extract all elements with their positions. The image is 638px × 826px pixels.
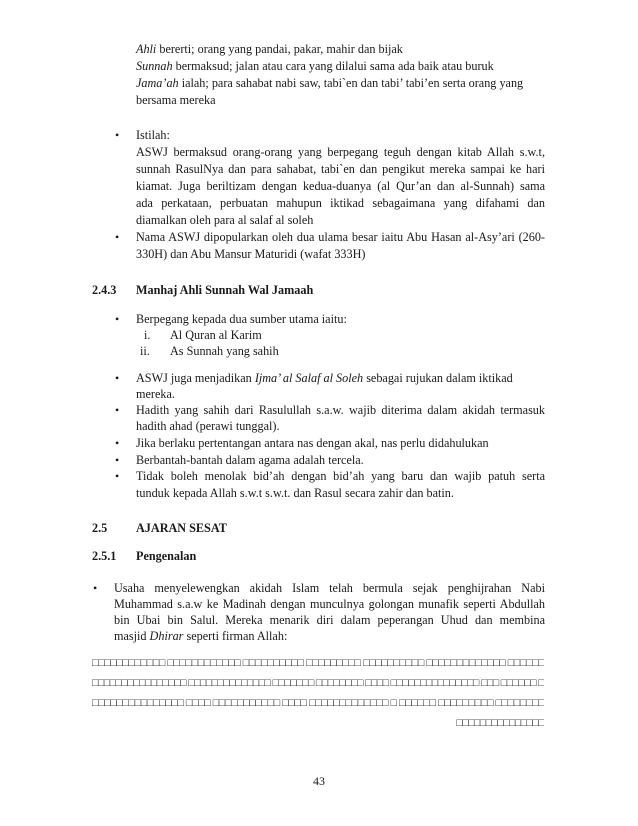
term-ahli: Ahli (136, 42, 157, 56)
bullet-icon: • (115, 469, 120, 483)
verse-glyph-line: □□□□□□□□□□□□□□□ (456, 718, 544, 729)
section-number: 2.4.3 (92, 283, 117, 297)
page-number: 43 (313, 774, 325, 788)
bullet-icon: • (115, 403, 120, 417)
pengenalan-line: Usaha menyelewengkan akidah Islam telah bermula sejak penghijrahan Nabi (114, 581, 545, 595)
section-title: AJARAN SESAT (136, 521, 227, 535)
verse-glyph-line: □□□□□□□□□□□□□□□ □□□□ □□□□□□□□□□□ □□□□ □□□□□□□□□□□□□ □ □□□□□□ □□□□□□□□□ □□□□□□□□ (92, 698, 544, 709)
bullet-icon: • (115, 371, 120, 385)
istilah-line: sunnah RasulNya dan para sahabat, tabi`en dan pengikut mereka sampai ke hari (136, 162, 545, 176)
definition-sunnah (136, 58, 494, 74)
definition-ahli (136, 41, 403, 57)
manhaj-bullet-berbantah: Berbantah-bantah dalam agama adalah tercela. (136, 453, 364, 467)
bullet-icon: • (115, 453, 120, 467)
definition-jamaah (136, 75, 523, 91)
definition-jamaah-cont: bersama mereka (136, 93, 216, 107)
istilah-line: kiamat. Juga beriltizam dengan kedua-duanya (al Qur’an dan al-Sunnah) sama (136, 179, 545, 193)
manhaj-bullet-bidah: Tidak boleh menolak bid’ah dengan bid’ah yang baru dan wajib patuh serta (136, 469, 545, 483)
bullet-icon: • (115, 312, 120, 326)
verse-glyph-line: □□□□□□□□□□□□□□□□ □□□□□□□□□□□□□□ □□□□□□□ □□□□□□□□ □□□□ □□□□□□□□□□□□□□□ □□□ □□□□□□ □ (92, 678, 544, 689)
definition-text: ialah; para sahabat nabi saw, tabi`en dan tabi’ tabi’en serta orang yang (178, 76, 524, 90)
manhaj-bullet-ijma-cont: mereka. (136, 387, 175, 401)
aswj-popularised-line: 330H) dan Abu Mansur Maturidi (wafat 333H) (136, 247, 366, 261)
istilah-line: ada perkataan, perbuatan mahupun iktikad sebagaimana yang difahami dan (136, 196, 545, 210)
section-number: 2.5.1 (92, 549, 117, 563)
manhaj-bullet-hadith-cont: hadith ahad (perawi tunggal). (136, 419, 280, 433)
bullet-icon: • (115, 230, 120, 244)
manhaj-bullet-ijma: ASWJ juga menjadikan Ijma’ al Salaf al Soleh sebagai rujukan dalam iktikad (136, 371, 513, 385)
source-number: i. (144, 328, 151, 342)
term-jamaah: Jama’ah (136, 76, 179, 90)
sources-intro: Berpegang kepada dua sumber utama iaitu: (136, 312, 347, 326)
source-text: Al Quran al Karim (170, 328, 262, 342)
manhaj-bullet-bidah-cont: tunduk kepada Allah s.w.t s.w.t. dan Rasul secara zahir dan batin. (136, 486, 454, 500)
pengenalan-line: Muhammad s.a.w ke Madinah dengan munculnya golongan munafik seperti Abdullah (114, 597, 545, 611)
definition-text: bererti; orang yang pandai, pakar, mahir dan bijak (156, 42, 403, 56)
pengenalan-line: masjid Dhirar seperti firman Allah: (114, 629, 288, 643)
istilah-line: ASWJ bermaksud orang-orang yang berpegang teguh dengan kitab Allah s.w.t, (136, 145, 545, 159)
source-text: As Sunnah yang sahih (170, 344, 279, 358)
istilah-line: diamalkan oleh para al salaf al soleh (136, 213, 314, 227)
definition-text: bermaksud; jalan atau cara yang dilalui sama ada baik atau buruk (172, 59, 494, 73)
term-ijma: Ijma’ al Salaf al Soleh (254, 371, 364, 385)
section-title: Manhaj Ahli Sunnah Wal Jamaah (136, 283, 314, 297)
section-title: Pengenalan (136, 549, 197, 563)
bullet-icon: • (93, 581, 98, 595)
bullet-icon: • (115, 436, 120, 450)
bullet-icon: • (115, 128, 120, 142)
verse-glyph-line: □□□□□□□□□□□□ □□□□□□□□□□□□ □□□□□□□□□□ □□□□□□□□□ □□□□□□□□□□ □□□□□□□□□□□□□ □□□□□□ (92, 658, 544, 669)
manhaj-bullet-hadith: Hadith yang sahih dari Rasulullah s.a.w. wajib diterima dalam akidah termasuk (136, 403, 545, 417)
term-sunnah: Sunnah (136, 59, 173, 73)
manhaj-bullet-nas: Jika berlaku pertentangan antara nas dengan akal, nas perlu didahulukan (136, 436, 489, 450)
aswj-popularised-line: Nama ASWJ dipopularkan oleh dua ulama besar iaitu Abu Hasan al-Asy’ari (260- (136, 230, 545, 244)
source-number: ii. (140, 344, 150, 358)
term-dhirar: Dhirar (149, 629, 184, 643)
section-number: 2.5 (92, 521, 108, 535)
istilah-heading: Istilah: (136, 128, 170, 142)
pengenalan-line: bin Ubai bin Salul. Mereka menarik diri dalam peperangan Uhud dan membina (114, 613, 545, 627)
